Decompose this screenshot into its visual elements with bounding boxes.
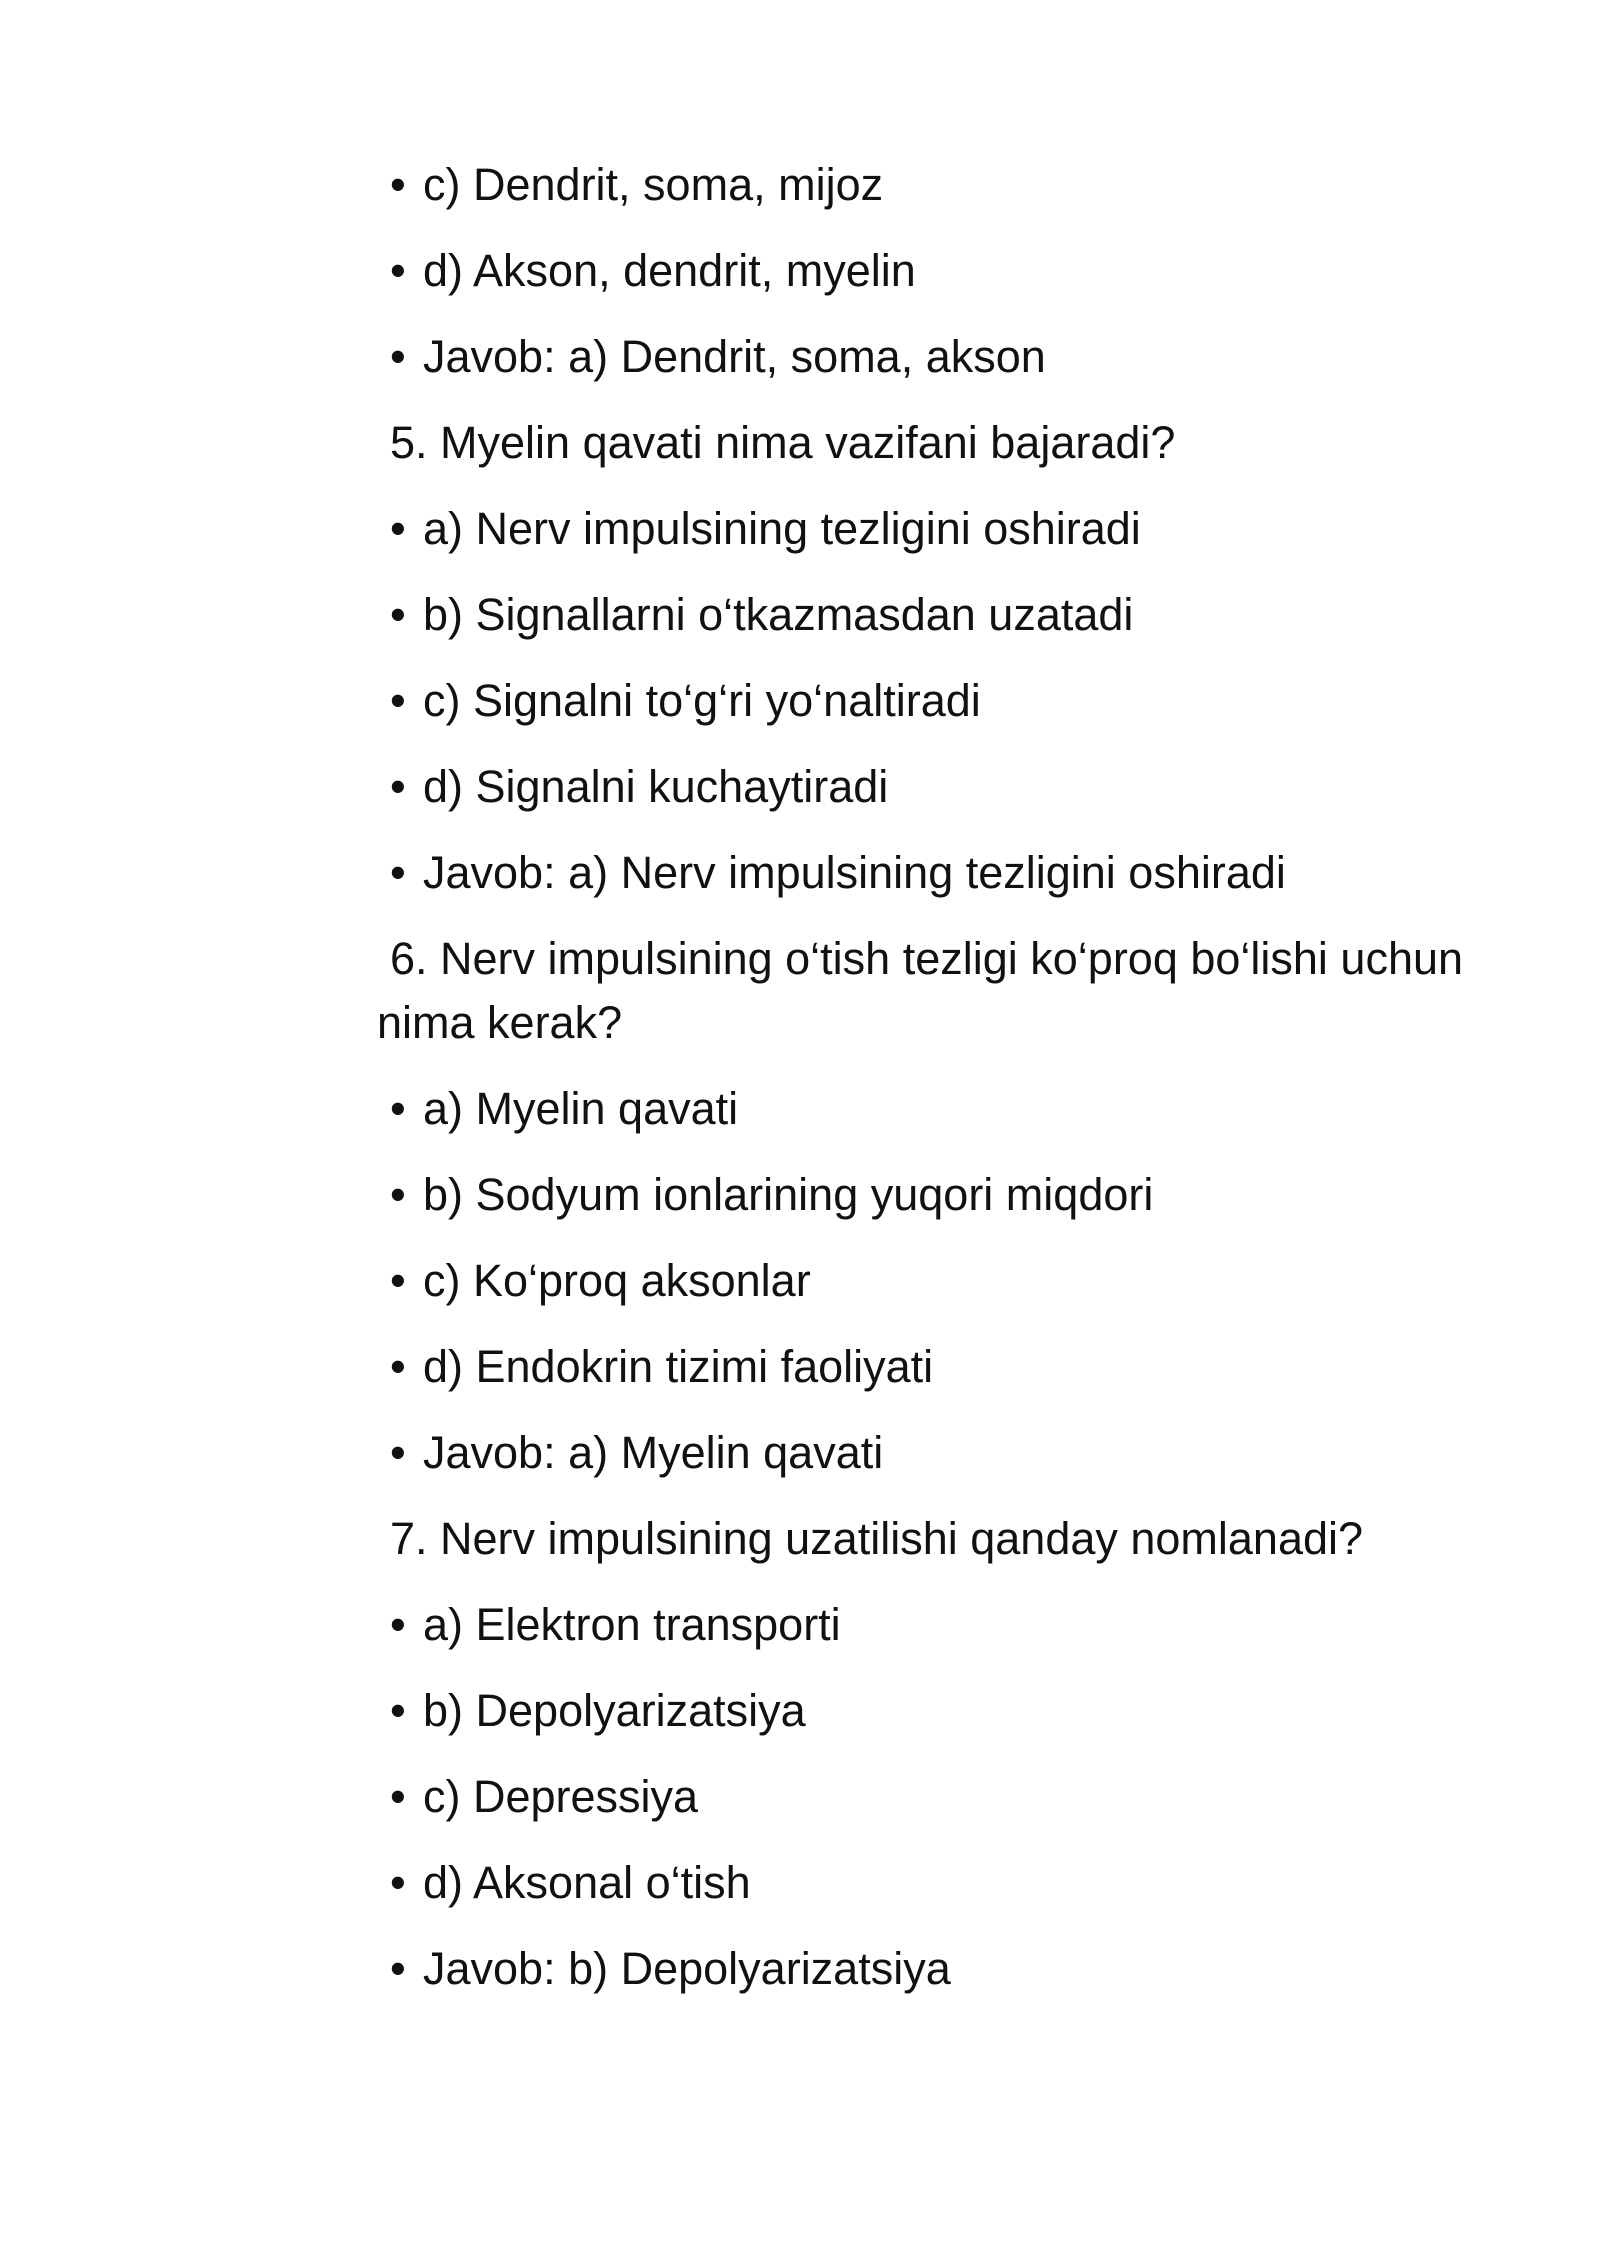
option-item bbox=[377, 669, 1497, 733]
option-text: b) Sodyum ionlarining yuqori miqdori bbox=[423, 1169, 1154, 1220]
option-text: d) Akson, dendrit, myelin bbox=[423, 245, 916, 296]
bullet: • bbox=[390, 1857, 406, 1908]
option-item bbox=[377, 239, 1497, 303]
answer-text: Javob: a) Myelin qavati bbox=[423, 1427, 884, 1478]
question-text: 7. Nerv impulsining uzatilishi qanday nomlanadi? bbox=[390, 1513, 1364, 1564]
option-text: c) Signalni to‘g‘ri yo‘naltiradi bbox=[423, 675, 981, 726]
bullet: • bbox=[390, 1083, 406, 1134]
option-item bbox=[377, 153, 1497, 217]
bullet: • bbox=[390, 159, 406, 210]
bullet: • bbox=[390, 245, 406, 296]
option-item bbox=[377, 1679, 1497, 1743]
option-text: b) Signallarni o‘tkazmasdan uzatadi bbox=[423, 589, 1134, 640]
option-item bbox=[377, 1163, 1497, 1227]
answer-item bbox=[377, 1421, 1497, 1485]
bullet: • bbox=[390, 1427, 406, 1478]
option-text: d) Aksonal o‘tish bbox=[423, 1857, 751, 1908]
bullet: • bbox=[390, 1255, 406, 1306]
option-text: a) Myelin qavati bbox=[423, 1083, 739, 1134]
option-item bbox=[377, 1077, 1497, 1141]
bullet: • bbox=[390, 675, 406, 726]
option-text: c) Ko‘proq aksonlar bbox=[423, 1255, 811, 1306]
option-item bbox=[377, 583, 1497, 647]
answer-text: Javob: a) Nerv impulsining tezligini oshiradi bbox=[423, 847, 1286, 898]
bullet: • bbox=[390, 331, 406, 382]
bullet: • bbox=[390, 589, 406, 640]
answer-text: Javob: a) Dendrit, soma, akson bbox=[423, 331, 1046, 382]
option-text: a) Nerv impulsining tezligini oshiradi bbox=[423, 503, 1141, 554]
option-item bbox=[377, 755, 1497, 819]
bullet: • bbox=[390, 1341, 406, 1392]
option-item bbox=[377, 1335, 1497, 1399]
bullet: • bbox=[390, 1943, 406, 1994]
bullet: • bbox=[390, 1169, 406, 1220]
bullet: • bbox=[390, 761, 406, 812]
option-item bbox=[377, 1249, 1497, 1313]
option-text: c) Dendrit, soma, mijoz bbox=[423, 159, 884, 210]
answer-item bbox=[377, 1937, 1497, 2001]
bullet: • bbox=[390, 1771, 406, 1822]
answer-item bbox=[377, 325, 1497, 389]
question-text: 6. Nerv impulsining o‘tish tezligi ko‘proq bo‘lishi uchun nima kerak? bbox=[377, 933, 1464, 1048]
option-text: d) Signalni kuchaytiradi bbox=[423, 761, 889, 812]
option-text: b) Depolyarizatsiya bbox=[423, 1685, 806, 1736]
option-text: a) Elektron transporti bbox=[423, 1599, 841, 1650]
question-text: 5. Myelin qavati nima vazifani bajaradi? bbox=[390, 417, 1176, 468]
option-item bbox=[377, 1765, 1497, 1829]
bullet: • bbox=[390, 847, 406, 898]
option-text: d) Endokrin tizimi faoliyati bbox=[423, 1341, 934, 1392]
option-item bbox=[377, 1593, 1497, 1657]
bullet: • bbox=[390, 503, 406, 554]
option-item bbox=[377, 497, 1497, 561]
bullet: • bbox=[390, 1685, 406, 1736]
answer-text: Javob: b) Depolyarizatsiya bbox=[423, 1943, 951, 1994]
option-item bbox=[377, 1851, 1497, 1915]
quiz-content bbox=[377, 153, 1497, 2023]
answer-item bbox=[377, 841, 1497, 905]
bullet: • bbox=[390, 1599, 406, 1650]
option-text: c) Depressiya bbox=[423, 1771, 699, 1822]
